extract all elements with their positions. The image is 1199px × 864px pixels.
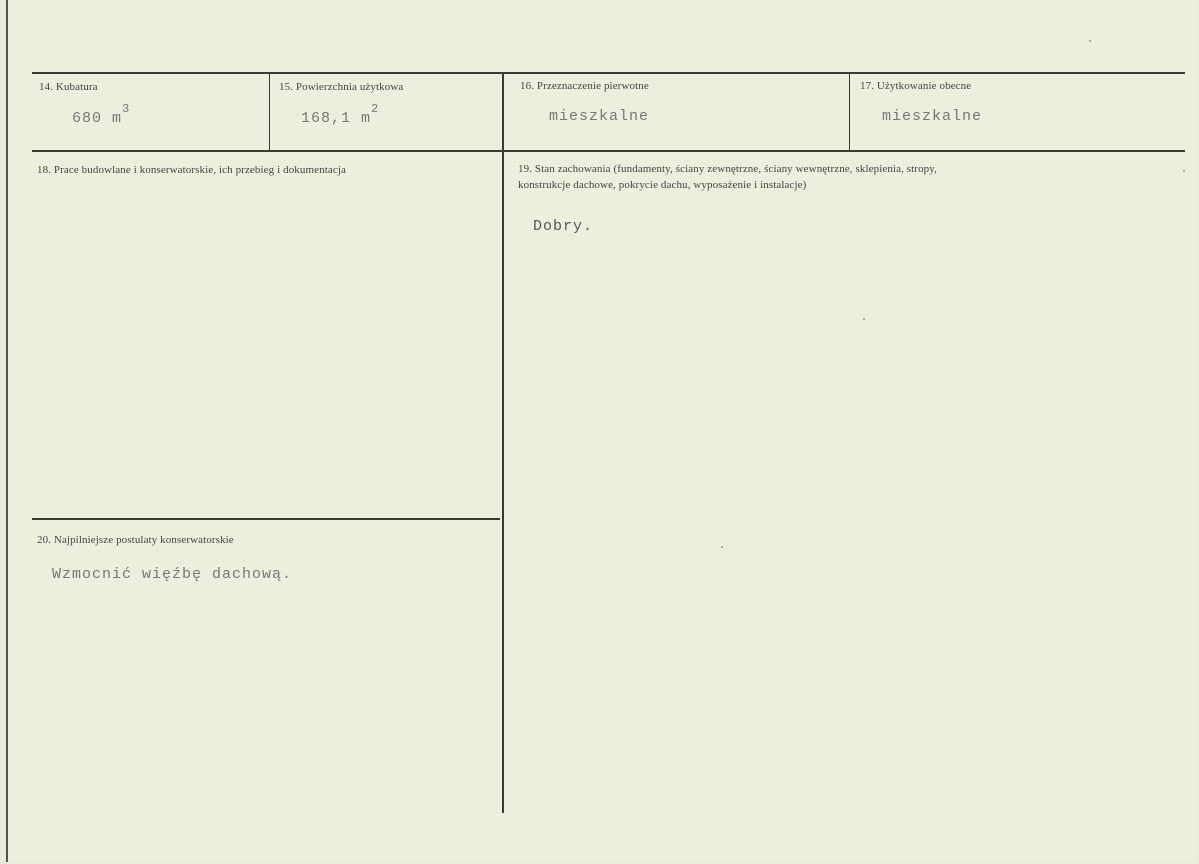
field-14-value	[72, 102, 131, 127]
col-divider-1	[269, 73, 270, 150]
col-divider-2	[502, 73, 504, 813]
field-15-unit-exponent: 2	[371, 102, 380, 116]
field-15-label: 15. Powierzchnia użytkowa	[279, 81, 404, 93]
field-19-label-line-1: 19. Stan zachowania (fundamenty, ściany zewnętrzne, ściany wewnętrzne, sklepienia, stropy,	[518, 163, 938, 175]
field-14-unit-exponent: 3	[122, 102, 131, 116]
col-divider-3	[849, 73, 850, 150]
row-divider	[32, 150, 1185, 152]
paper-speck	[1183, 170, 1185, 172]
field-19-value: Dobry.	[533, 218, 594, 235]
field-17-label: 17. Użytkowanie obecne	[860, 80, 972, 92]
top-rule	[32, 72, 1185, 74]
left-column-divider	[32, 518, 500, 520]
field-17-value: mieszkalne	[882, 108, 983, 125]
field-14-label: 14. Kubatura	[39, 81, 98, 93]
paper-speck	[863, 318, 865, 320]
paper-speck	[721, 546, 723, 548]
field-19-label-line-2: konstrukcje dachowe, pokrycie dachu, wyposażenie i instalacje)	[518, 179, 807, 191]
field-18-label: 18. Prace budowlane i konserwatorskie, ich przebieg i dokumentacja	[37, 164, 346, 176]
paper-speck	[1089, 40, 1091, 42]
field-15-value-text: 168,1 m	[301, 110, 372, 127]
field-20-label: 20. Najpilniejsze postulaty konserwatorskie	[37, 534, 234, 546]
record-card	[6, 0, 1197, 862]
field-16-value: mieszkalne	[549, 108, 650, 125]
field-16-label: 16. Przeznaczenie pierwotne	[520, 80, 649, 92]
field-14-value-text: 680 m	[72, 110, 123, 127]
field-20-value: Wzmocnić więźbę dachową.	[52, 566, 293, 583]
field-15-value	[301, 102, 380, 127]
